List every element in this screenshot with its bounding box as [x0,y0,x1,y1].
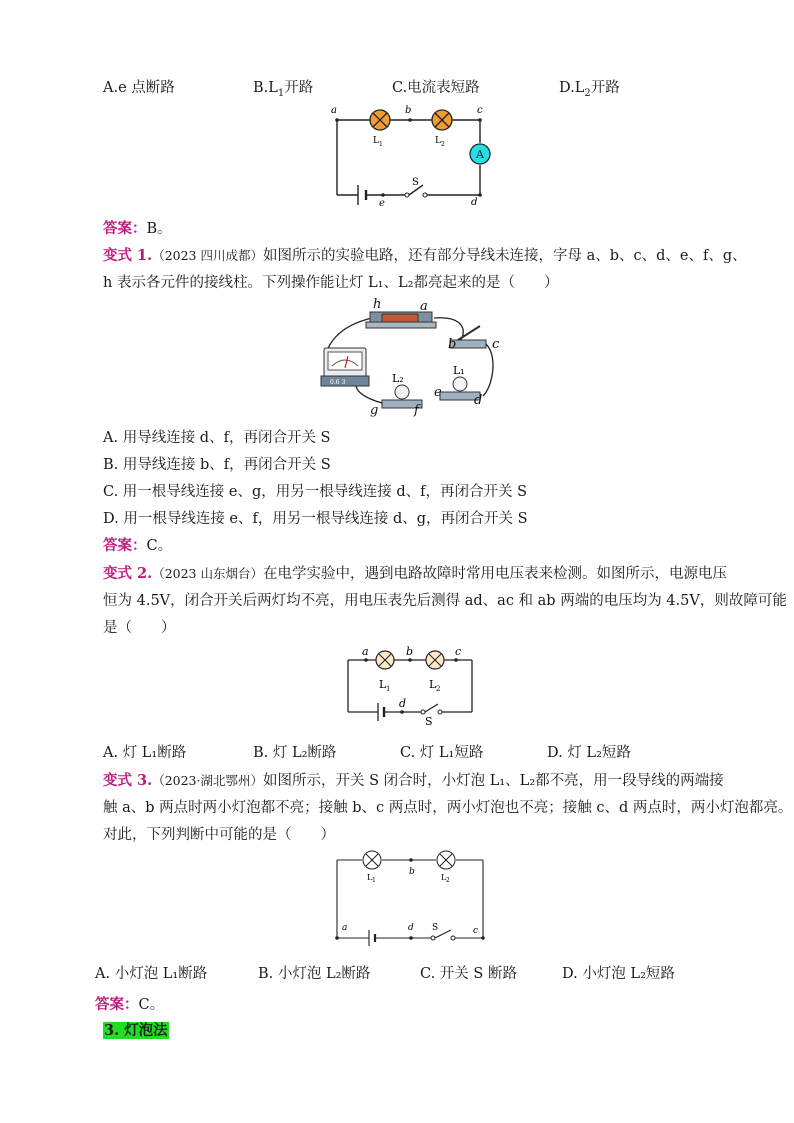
svg-text:f: f [414,403,419,418]
svg-text:L: L [435,136,441,146]
v1-option-a: A. 用导线连接 d、f，再闭合开关 S [103,430,331,446]
lamp-l1-icon [363,851,381,869]
voltmeter-icon [321,348,369,386]
svg-text:b: b [406,645,414,658]
circuit-diagram-2 [344,645,476,725]
v2-option-a: A. 灯 L₁断路 [103,745,187,761]
svg-text:d: d [471,197,478,208]
lamp-l2-icon [426,651,444,669]
svg-text:S: S [432,923,439,933]
svg-text:S: S [425,715,433,725]
v1-option-b: B. 用导线连接 b、f，再闭合开关 S [103,457,331,473]
svg-text:1: 1 [372,877,376,884]
svg-text:b: b [405,105,412,116]
svg-text:c: c [492,337,500,352]
svg-text:2: 2 [441,141,445,148]
v3-option-d: D. 小灯泡 L₂短路 [562,966,675,982]
svg-text:c: c [477,105,483,116]
lamp-l1-icon [370,110,390,130]
option-c: C.电流表短路 [392,80,480,96]
variation-2-stem: 变式 2.（2023 山东烟台）在电学实验中，遇到电路故障时常用电压表来检测。如图所示，电源电压 [103,565,727,582]
v1-option-c: C. 用一根导线连接 e、g，用另一根导线连接 d、f，再闭合开关 S [103,484,528,500]
svg-text:d: d [474,393,483,408]
svg-text:L: L [441,873,447,882]
answer-1: 答案：B。 [103,220,172,237]
svg-text:a: a [342,923,348,933]
v2-option-d: D. 灯 L₂短路 [547,745,631,761]
answer-2: 答案：C。 [103,537,173,554]
v3-option-c: C. 开关 S 断路 [420,966,517,982]
variation-1-stem-2: h 表示各元件的接线柱。下列操作能让灯 L₁、L₂都亮起来的是（ ） [103,275,559,291]
variation-3-stem-2: 触 a、b 两点时两小灯泡都不亮；接触 b、c 两点时，两小灯泡也不亮；接触 c、d 两点时，两小灯泡都亮。 [103,800,793,816]
ammeter-icon [470,144,490,164]
svg-text:h: h [373,297,382,312]
battery-holder-icon [366,312,436,328]
svg-text:A: A [476,148,484,161]
svg-text:1: 1 [379,141,383,148]
option-d: $D.L_2$开路 [559,80,620,99]
svg-text:2: 2 [446,877,450,884]
svg-text:b: b [448,337,457,352]
v1-option-d: D. 用一根导线连接 e、f，用另一根导线连接 d、g，再闭合开关 S [103,511,528,527]
lamp-l2-icon [437,851,455,869]
v2-option-b: B. 灯 L₂断路 [253,745,337,761]
svg-text:L: L [367,873,373,882]
svg-text:0.6 3: 0.6 3 [330,379,346,386]
v3-option-a: A. 小灯泡 L₁断路 [95,966,208,982]
variation-2-stem-2: 恒为 4.5V，闭合开关后两灯均不亮，用电压表先后测得 ad、ac 和 ab 两端的电压均为 4.5V，则故障可能 [103,593,787,609]
svg-text:L: L [373,136,379,146]
svg-text:L₁: L₁ [453,364,465,377]
circuit-diagram-3 [333,850,491,948]
option-a: A.e 点断路 [103,80,175,96]
v2-option-c: C. 灯 L₁短路 [400,745,484,761]
svg-text:c: c [473,926,479,936]
svg-text:e: e [434,385,442,400]
variation-3-stem: 变式 3.（2023·湖北鄂州）如图所示，开关 S 闭合时，小灯泡 L₁、L₂都不亮，用一段导线的两端接 [103,772,724,789]
variation-1-stem: 变式 1.（2023 四川成都）如图所示的实验电路，还有部分导线未连接，字母 a、b、c、d、e、f、g、 [103,247,747,264]
svg-text:1: 1 [386,685,391,693]
apparatus-diagram [318,296,508,420]
option-b: $B.L_1$开路 [253,80,314,99]
lamp-l2-icon [432,110,452,130]
svg-text:a: a [362,645,369,658]
svg-text:2: 2 [436,685,441,693]
variation-2-stem-3: 是（ ） [103,620,176,636]
svg-text:g: g [370,403,379,418]
svg-text:a: a [331,105,337,116]
variation-3-stem-3: 对此，下列判断中可能的是（ ） [103,827,335,843]
svg-text:b: b [409,867,415,877]
v3-option-b: B. 小灯泡 L₂断路 [258,966,371,982]
lamp-l1-icon [376,651,394,669]
svg-text:d: d [399,697,407,710]
svg-text:L: L [429,678,437,691]
section-heading: 3. 灯泡法 [104,1022,168,1039]
svg-text:c: c [455,645,462,658]
svg-text:S: S [412,177,419,188]
circuit-diagram-1 [325,105,500,210]
svg-text:d: d [408,923,414,933]
svg-text:L₂: L₂ [392,372,404,385]
svg-text:a: a [420,299,428,314]
svg-text:L: L [379,678,387,691]
svg-text:e: e [379,198,385,209]
answer-3: 答案：C。 [95,996,165,1013]
